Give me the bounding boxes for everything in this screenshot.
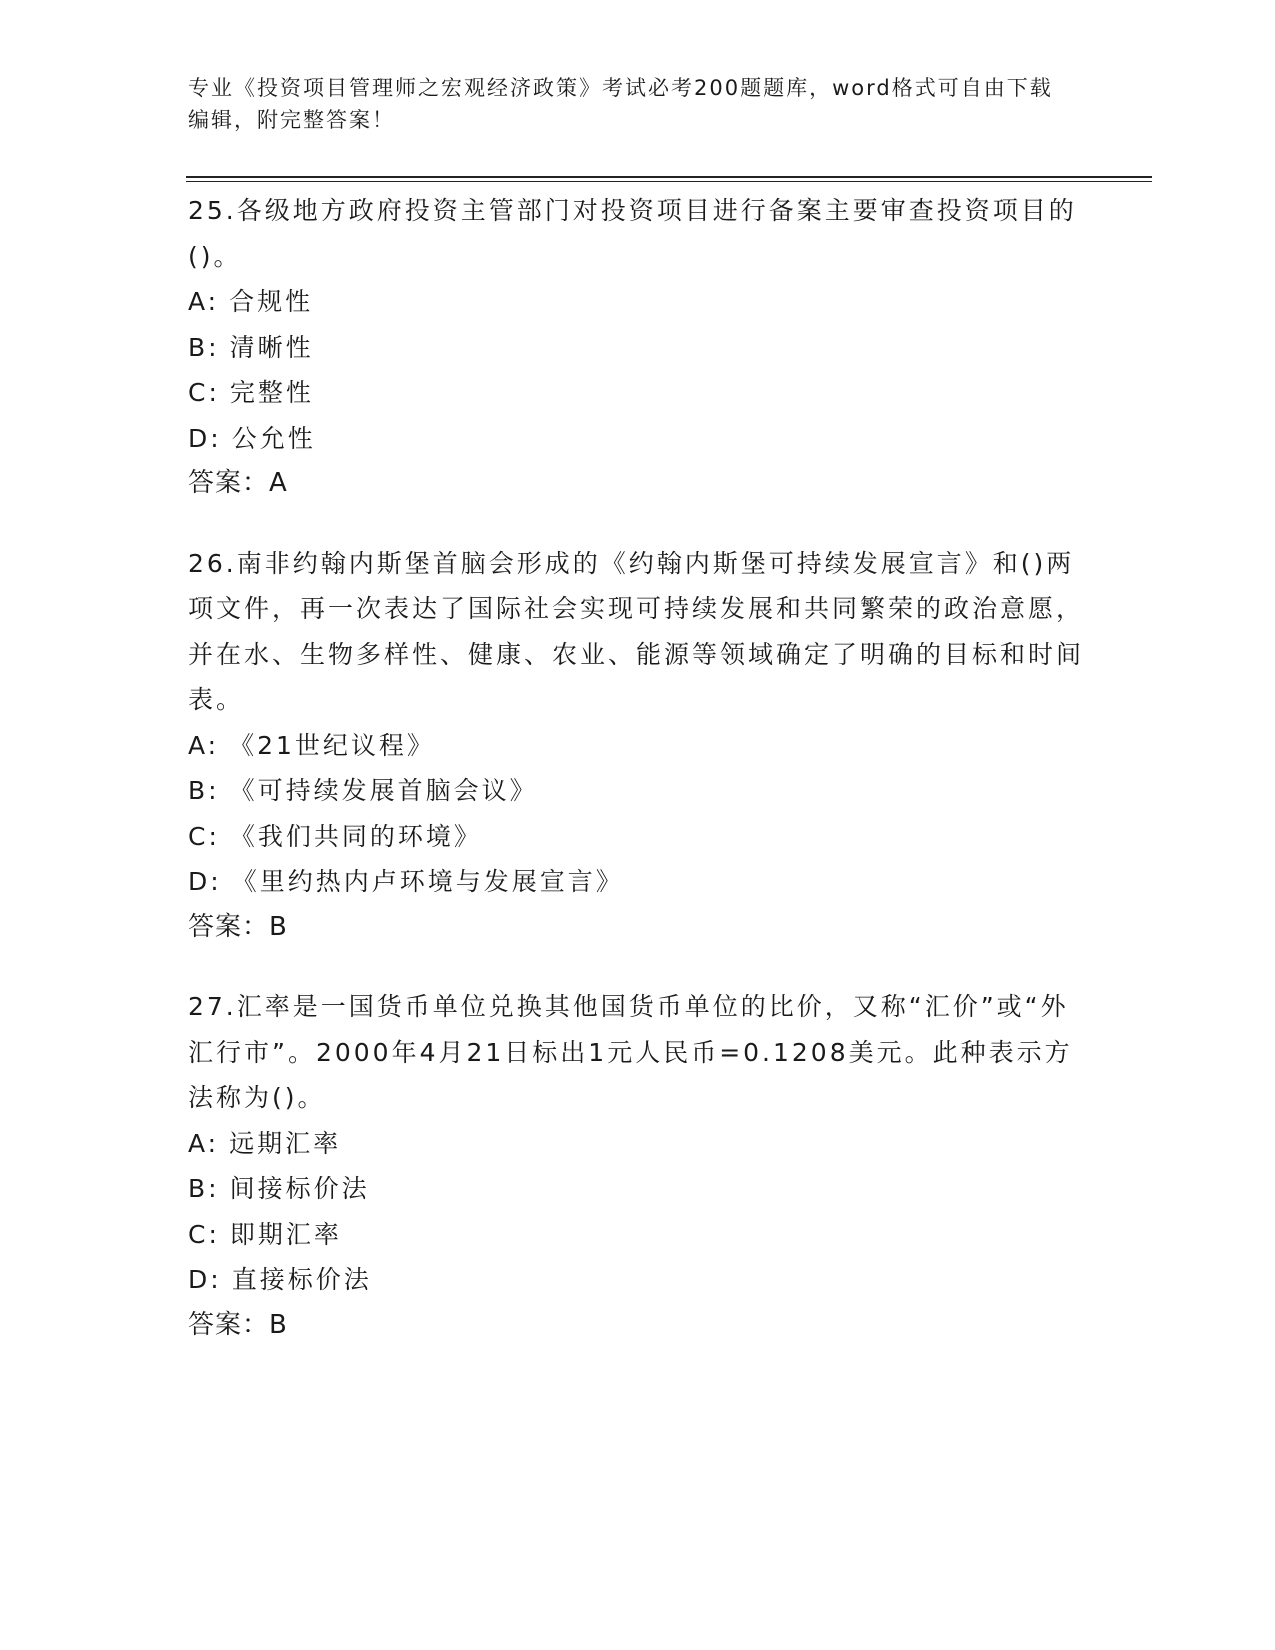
- option-letter: C:: [188, 378, 220, 407]
- answer-line: 答案：B: [188, 1309, 288, 1340]
- question-stem: 26.南非约翰内斯堡首脑会形成的《约翰内斯堡可持续发展宣言》和()两项文件，再一次表达了国际社会实现可持续发展和共同繁荣的政治意愿，并在水、生物多样性、健康、农业、能源等领域确定了明确的目标和时间表。: [188, 548, 1085, 714]
- option-text: 间接标价法: [229, 1174, 370, 1203]
- option-d: [188, 416, 1088, 462]
- option-letter: B:: [188, 776, 220, 805]
- option-text: 完整性: [229, 378, 314, 407]
- option-text: 《21世纪议程》: [229, 730, 435, 760]
- option-letter: B:: [188, 332, 220, 362]
- option-c: [188, 370, 1088, 416]
- question-26: [188, 541, 1088, 951]
- option-letter: B:: [188, 1174, 220, 1203]
- answer-line: 答案：A: [188, 468, 288, 498]
- option-text: 清晰性: [229, 332, 314, 362]
- option-text: 公允性: [231, 423, 316, 453]
- option-a: [188, 279, 1088, 325]
- option-text: 远期汇率: [229, 1128, 342, 1158]
- option-letter: D:: [188, 867, 222, 896]
- question-stem: 27.汇率是一国货币单位兑换其他国货币单位的比价，又称“汇价”或“外汇行市”。2000年4月21日标出1元人民币=0.1208美元。此种表示方法称为()。: [188, 992, 1073, 1112]
- option-letter: C:: [188, 1219, 220, 1249]
- option-letter: D:: [188, 423, 222, 453]
- option-letter: C:: [188, 821, 220, 851]
- option-text: 《可持续发展首脑会议》: [229, 776, 538, 805]
- header-divider: [186, 176, 1152, 182]
- question-list: [188, 188, 1088, 1382]
- option-a: [188, 723, 1088, 769]
- option-c: [188, 1212, 1088, 1258]
- option-text: 合规性: [229, 287, 314, 316]
- option-a: [188, 1121, 1088, 1167]
- option-text: 即期汇率: [229, 1219, 342, 1249]
- question-27: [188, 984, 1088, 1348]
- option-text: 《里约热内卢环境与发展宣言》: [231, 867, 624, 896]
- option-letter: A:: [188, 1128, 220, 1158]
- option-c: [188, 814, 1088, 860]
- option-letter: A:: [188, 730, 220, 760]
- option-text: 《我们共同的环境》: [229, 821, 482, 851]
- option-d: [188, 859, 1088, 905]
- option-b: [188, 1166, 1088, 1212]
- document-header: 专业《投资项目管理师之宏观经济政策》考试必考200题题库，word格式可自由下载编辑，附完整答案！: [188, 76, 1053, 132]
- option-text: 直接标价法: [231, 1265, 372, 1294]
- question-stem: 25.各级地方政府投资主管部门对投资项目进行备案主要审查投资项目的()。: [188, 196, 1077, 271]
- option-b: [188, 325, 1088, 371]
- option-b: [188, 768, 1088, 814]
- option-d: [188, 1257, 1088, 1303]
- option-letter: D:: [188, 1265, 222, 1294]
- option-letter: A:: [188, 287, 220, 316]
- answer-line: 答案：B: [188, 911, 288, 942]
- question-25: [188, 188, 1088, 507]
